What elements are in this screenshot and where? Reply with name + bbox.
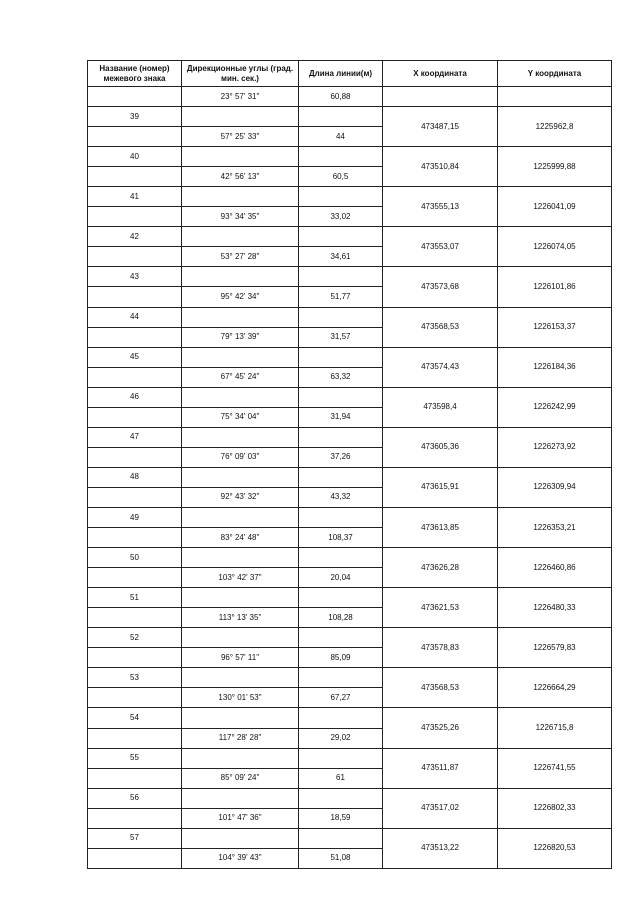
y-coordinate-cell: 1226153,37 [498, 307, 612, 347]
angle-cell: 53° 27' 28" [182, 247, 299, 267]
header-x: X координата [383, 61, 498, 87]
empty-cell [182, 708, 299, 728]
x-coordinate-cell: 473511,87 [383, 748, 498, 788]
length-cell: 20,04 [299, 568, 383, 588]
table-row [88, 227, 612, 247]
x-coordinate-cell: 473555,13 [383, 187, 498, 227]
y-coordinate-cell: 1226715,8 [498, 708, 612, 748]
empty-cell [299, 467, 383, 487]
table-row [88, 467, 612, 487]
empty-cell [88, 808, 182, 828]
x-coordinate-cell: 473578,83 [383, 628, 498, 668]
x-coordinate-cell: 473487,15 [383, 107, 498, 147]
empty-cell [88, 447, 182, 467]
x-coordinate-cell: 473553,07 [383, 227, 498, 267]
empty-cell [299, 668, 383, 688]
header-length: Длина линии(м) [299, 61, 383, 87]
empty-cell [88, 287, 182, 307]
empty-cell [182, 467, 299, 487]
point-name-cell: 46 [88, 387, 182, 407]
x-coordinate-cell: 473621,53 [383, 588, 498, 628]
length-cell: 43,32 [299, 487, 383, 507]
empty-cell [88, 167, 182, 187]
x-coordinate-cell: 473517,02 [383, 788, 498, 828]
table-row [88, 147, 612, 167]
length-cell: 29,02 [299, 728, 383, 748]
empty-cell [182, 187, 299, 207]
x-coordinate-cell: 473510,84 [383, 147, 498, 187]
empty-cell [299, 267, 383, 287]
y-coordinate-cell: 1226273,92 [498, 427, 612, 467]
header-row [88, 61, 612, 87]
point-name-cell: 49 [88, 507, 182, 527]
length-cell: 61 [299, 768, 383, 788]
table-row [88, 668, 612, 688]
empty-cell [182, 788, 299, 808]
y-coordinate-cell: 1226041,09 [498, 187, 612, 227]
empty-cell [299, 387, 383, 407]
length-cell: 85,09 [299, 648, 383, 668]
point-name-cell: 42 [88, 227, 182, 247]
empty-cell [299, 628, 383, 648]
y-coordinate-cell: 1226802,33 [498, 788, 612, 828]
length-cell: 33,02 [299, 207, 383, 227]
x-coordinate-cell: 473574,43 [383, 347, 498, 387]
x-coordinate-cell: 473568,53 [383, 307, 498, 347]
angle-cell: 23° 57' 31" [182, 87, 299, 107]
table-row [88, 387, 612, 407]
empty-cell [88, 648, 182, 668]
point-name-cell: 57 [88, 828, 182, 848]
length-cell: 44 [299, 127, 383, 147]
angle-cell: 101° 47' 36" [182, 808, 299, 828]
point-name-cell: 47 [88, 427, 182, 447]
angle-cell: 96° 57' 11" [182, 648, 299, 668]
empty-cell [88, 848, 182, 868]
empty-cell [182, 628, 299, 648]
point-name-cell: 52 [88, 628, 182, 648]
empty-cell [498, 87, 612, 107]
table-body [88, 87, 612, 869]
point-name-cell: 45 [88, 347, 182, 367]
empty-cell [182, 347, 299, 367]
empty-cell [182, 828, 299, 848]
empty-cell [299, 187, 383, 207]
angle-cell: 113° 13' 35" [182, 608, 299, 628]
x-coordinate-cell: 473605,36 [383, 427, 498, 467]
length-cell: 18,59 [299, 808, 383, 828]
x-coordinate-cell: 473613,85 [383, 507, 498, 547]
empty-cell [182, 668, 299, 688]
y-coordinate-cell: 1226480,33 [498, 588, 612, 628]
empty-cell [299, 828, 383, 848]
x-coordinate-cell: 473615,91 [383, 467, 498, 507]
table-row [88, 628, 612, 648]
point-name-cell: 56 [88, 788, 182, 808]
y-coordinate-cell: 1226820,53 [498, 828, 612, 868]
empty-cell [299, 427, 383, 447]
empty-cell [182, 548, 299, 568]
table-row [88, 788, 612, 808]
angle-cell: 67° 45' 24" [182, 367, 299, 387]
table-row [88, 187, 612, 207]
point-name-cell: 50 [88, 548, 182, 568]
empty-cell [182, 147, 299, 167]
empty-cell [88, 608, 182, 628]
angle-cell: 117° 28' 28" [182, 728, 299, 748]
empty-cell [299, 748, 383, 768]
table-row [88, 307, 612, 327]
y-coordinate-cell: 1226664,29 [498, 668, 612, 708]
empty-cell [88, 247, 182, 267]
x-coordinate-cell: 473513,22 [383, 828, 498, 868]
y-coordinate-cell: 1225962,8 [498, 107, 612, 147]
header-y: Y координата [498, 61, 612, 87]
y-coordinate-cell: 1225999,88 [498, 147, 612, 187]
table-row [88, 548, 612, 568]
empty-cell [299, 788, 383, 808]
length-cell: 31,94 [299, 407, 383, 427]
y-coordinate-cell: 1226101,86 [498, 267, 612, 307]
point-name-cell: 54 [88, 708, 182, 728]
boundary-points-table [87, 60, 612, 869]
point-name-cell: 48 [88, 467, 182, 487]
length-cell: 108,37 [299, 528, 383, 548]
point-name-cell: 53 [88, 668, 182, 688]
empty-cell [299, 347, 383, 367]
angle-cell: 92° 43' 32" [182, 487, 299, 507]
empty-cell [182, 588, 299, 608]
angle-cell: 79° 13' 39" [182, 327, 299, 347]
table-row [88, 708, 612, 728]
empty-cell [88, 327, 182, 347]
y-coordinate-cell: 1226074,05 [498, 227, 612, 267]
table-row [88, 107, 612, 127]
x-coordinate-cell: 473525,26 [383, 708, 498, 748]
angle-cell: 93° 34' 35" [182, 207, 299, 227]
length-cell: 67,27 [299, 688, 383, 708]
empty-cell [299, 507, 383, 527]
table-row [88, 748, 612, 768]
empty-cell [299, 227, 383, 247]
y-coordinate-cell: 1226353,21 [498, 507, 612, 547]
x-coordinate-cell: 473573,68 [383, 267, 498, 307]
empty-cell [299, 107, 383, 127]
y-coordinate-cell: 1226741,55 [498, 748, 612, 788]
angle-cell: 85° 09' 24" [182, 768, 299, 788]
angle-cell: 75° 34' 04" [182, 407, 299, 427]
angle-cell: 83° 24' 48" [182, 528, 299, 548]
length-cell: 60,5 [299, 167, 383, 187]
empty-cell [88, 487, 182, 507]
length-cell: 108,28 [299, 608, 383, 628]
length-cell: 34,61 [299, 247, 383, 267]
table-row [88, 588, 612, 608]
empty-cell [299, 588, 383, 608]
empty-cell [88, 367, 182, 387]
table-row [88, 347, 612, 367]
empty-cell [88, 568, 182, 588]
point-name-cell: 40 [88, 147, 182, 167]
point-name-cell: 41 [88, 187, 182, 207]
x-coordinate-cell: 473568,53 [383, 668, 498, 708]
empty-cell [182, 307, 299, 327]
length-cell: 51,77 [299, 287, 383, 307]
point-name-cell: 39 [88, 107, 182, 127]
empty-cell [88, 207, 182, 227]
empty-cell [88, 768, 182, 788]
angle-cell: 95° 42' 34" [182, 287, 299, 307]
y-coordinate-cell: 1226460,86 [498, 548, 612, 588]
empty-cell [88, 407, 182, 427]
length-cell: 63,32 [299, 367, 383, 387]
x-coordinate-cell: 473626,28 [383, 548, 498, 588]
table-row [88, 267, 612, 287]
empty-cell [88, 688, 182, 708]
y-coordinate-cell: 1226309,94 [498, 467, 612, 507]
length-cell: 31,57 [299, 327, 383, 347]
angle-cell: 76° 09' 03" [182, 447, 299, 467]
x-coordinate-cell: 473598,4 [383, 387, 498, 427]
table-row [88, 87, 612, 107]
table-row [88, 828, 612, 848]
empty-cell [182, 507, 299, 527]
empty-cell [88, 528, 182, 548]
point-name-cell: 51 [88, 588, 182, 608]
length-cell: 37,26 [299, 447, 383, 467]
y-coordinate-cell: 1226184,36 [498, 347, 612, 387]
point-name-cell: 55 [88, 748, 182, 768]
table-row [88, 427, 612, 447]
empty-cell [182, 387, 299, 407]
empty-cell [88, 127, 182, 147]
empty-cell [182, 107, 299, 127]
empty-cell [88, 728, 182, 748]
empty-cell [299, 147, 383, 167]
angle-cell: 104° 39' 43" [182, 848, 299, 868]
header-angle: Дирекционные углы (град. мин. сек.) [182, 61, 299, 87]
point-name-cell: 43 [88, 267, 182, 287]
empty-cell [299, 548, 383, 568]
empty-cell [383, 87, 498, 107]
empty-cell [182, 227, 299, 247]
empty-cell [299, 708, 383, 728]
point-name-cell: 44 [88, 307, 182, 327]
empty-cell [299, 307, 383, 327]
angle-cell: 42° 56' 13" [182, 167, 299, 187]
angle-cell: 130° 01' 53" [182, 688, 299, 708]
header-name: Название (номер) межевого знака [88, 61, 182, 87]
empty-cell [182, 748, 299, 768]
empty-cell [182, 267, 299, 287]
angle-cell: 57° 25' 33" [182, 127, 299, 147]
angle-cell: 103° 42' 37" [182, 568, 299, 588]
length-cell: 60,88 [299, 87, 383, 107]
table-row [88, 507, 612, 527]
empty-cell [88, 87, 182, 107]
length-cell: 51,08 [299, 848, 383, 868]
y-coordinate-cell: 1226242,99 [498, 387, 612, 427]
empty-cell [182, 427, 299, 447]
y-coordinate-cell: 1226579,83 [498, 628, 612, 668]
